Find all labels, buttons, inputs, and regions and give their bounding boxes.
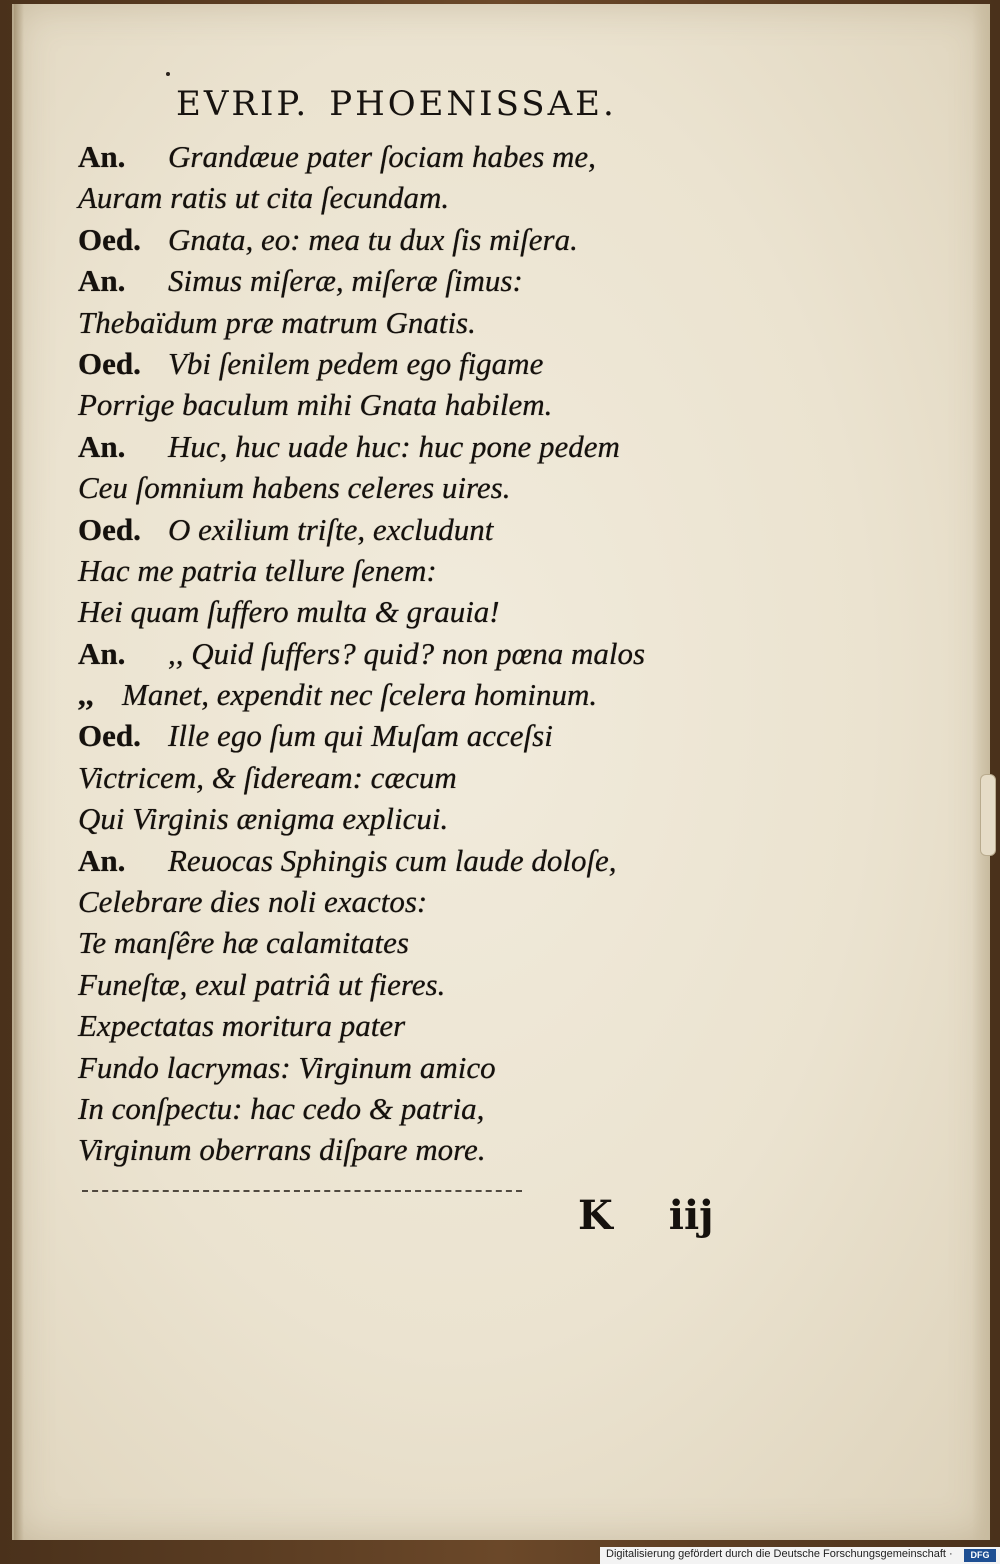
line-text: Te manſêre hæ calamitates: [78, 925, 409, 961]
dfg-logo: DFG: [964, 1549, 996, 1562]
verse-line: [78, 260, 718, 301]
footer-credit: Digitalisierung gefördert durch die Deutsche Forschungsgemeinschaft ·: [606, 1548, 953, 1560]
running-head: [176, 84, 637, 124]
verse-line: [78, 219, 718, 260]
signature-number: iij: [668, 1192, 714, 1239]
speaker-label: Oed.: [78, 511, 141, 547]
verse-line: [78, 922, 718, 963]
verse-line: [78, 964, 718, 1005]
verse-line: [78, 881, 718, 922]
page-tab-notch: [980, 774, 996, 856]
line-text: Qui Virginis ænigma explicui.: [78, 801, 449, 837]
verse-text: [78, 136, 718, 1171]
line-text: Fundo lacrymas: Virginum amico: [78, 1049, 496, 1085]
verse-line: [78, 591, 718, 632]
signature-mark: [578, 1192, 770, 1239]
running-head-title: PHOENISSAE.: [329, 84, 617, 124]
verse-line: [78, 343, 718, 384]
line-text: Reuocas Sphingis cum laude doloſe,: [168, 842, 617, 878]
verse-line: [78, 757, 718, 798]
verse-line: [78, 302, 718, 343]
line-text: Celebrare dies noli exactos:: [78, 884, 428, 920]
line-text: Manet, expendit nec ſcelera hominum.: [122, 677, 598, 713]
line-text: Vbi ſenilem pedem ego figame: [168, 345, 544, 381]
line-text: Simus miſeræ, miſeræ ſimus:: [168, 263, 523, 299]
line-text: Huc, huc uade huc: huc pone pedem: [168, 428, 620, 464]
running-head-author: EVRIP.: [176, 84, 310, 124]
verse-line: [78, 1088, 718, 1129]
line-text: ,, Quid ſuffers? quid? non pœna malos: [168, 635, 646, 671]
speaker-label: Oed.: [78, 221, 141, 257]
verse-line: [78, 1129, 718, 1170]
speaker-label: An.: [78, 428, 126, 464]
line-text: Hac me patria tellure ſenem:: [78, 552, 437, 588]
sententia-marker: ,,: [78, 677, 94, 713]
verse-line: [78, 840, 718, 881]
verse-line: [78, 550, 718, 591]
line-text: In conſpectu: hac cedo & patria,: [78, 1090, 485, 1126]
verse-line: [78, 715, 718, 756]
line-text: Gnata, eo: mea tu dux ſis miſera.: [168, 221, 578, 257]
verse-line: [78, 674, 718, 715]
line-text: Thebaïdum præ matrum Gnatis.: [78, 304, 476, 340]
verse-line: [78, 633, 718, 674]
line-text: Auram ratis ut cita ſecundam.: [78, 180, 450, 216]
signature-letter: K: [578, 1192, 613, 1239]
page-fore-edge: [972, 4, 990, 1540]
verse-line: [78, 384, 718, 425]
speaker-label: Oed.: [78, 345, 141, 381]
verse-line: [78, 426, 718, 467]
line-text: O exilium triſte, excludunt: [168, 511, 494, 547]
line-text: Virginum oberrans diſpare more.: [78, 1132, 486, 1168]
speaker-label: An.: [78, 635, 126, 671]
underline-rule: [82, 1190, 522, 1192]
speaker-label: An.: [78, 139, 126, 174]
verse-line: [78, 136, 718, 177]
line-text: Ille ego ſum qui Muſam acceſsi: [168, 718, 553, 754]
line-text: Ceu ſomnium habens celeres uires.: [78, 470, 511, 506]
line-text: Victricem, & ſideream: cæcum: [78, 759, 457, 795]
line-text: Porrige baculum mihi Gnata habilem.: [78, 387, 553, 423]
verse-line: [78, 798, 718, 839]
line-text: Hei quam ſuffero multa & grauia!: [78, 594, 500, 630]
page-gutter-shadow: [14, 4, 24, 1540]
verse-line: [78, 509, 718, 550]
verse-line: [78, 1047, 718, 1088]
speaker-label: Oed.: [78, 718, 141, 754]
verse-line: [78, 177, 718, 218]
line-text: Funeſtæ, exul patriâ ut fieres.: [78, 966, 446, 1002]
ink-mark: [166, 72, 170, 76]
line-text: Expectatas moritura pater: [78, 1008, 406, 1044]
verse-line: [78, 1005, 718, 1046]
verse-line: [78, 467, 718, 508]
speaker-label: An.: [78, 842, 126, 878]
speaker-label: An.: [78, 263, 126, 299]
line-text: Grandæue pater ſociam habes me,: [168, 139, 596, 174]
